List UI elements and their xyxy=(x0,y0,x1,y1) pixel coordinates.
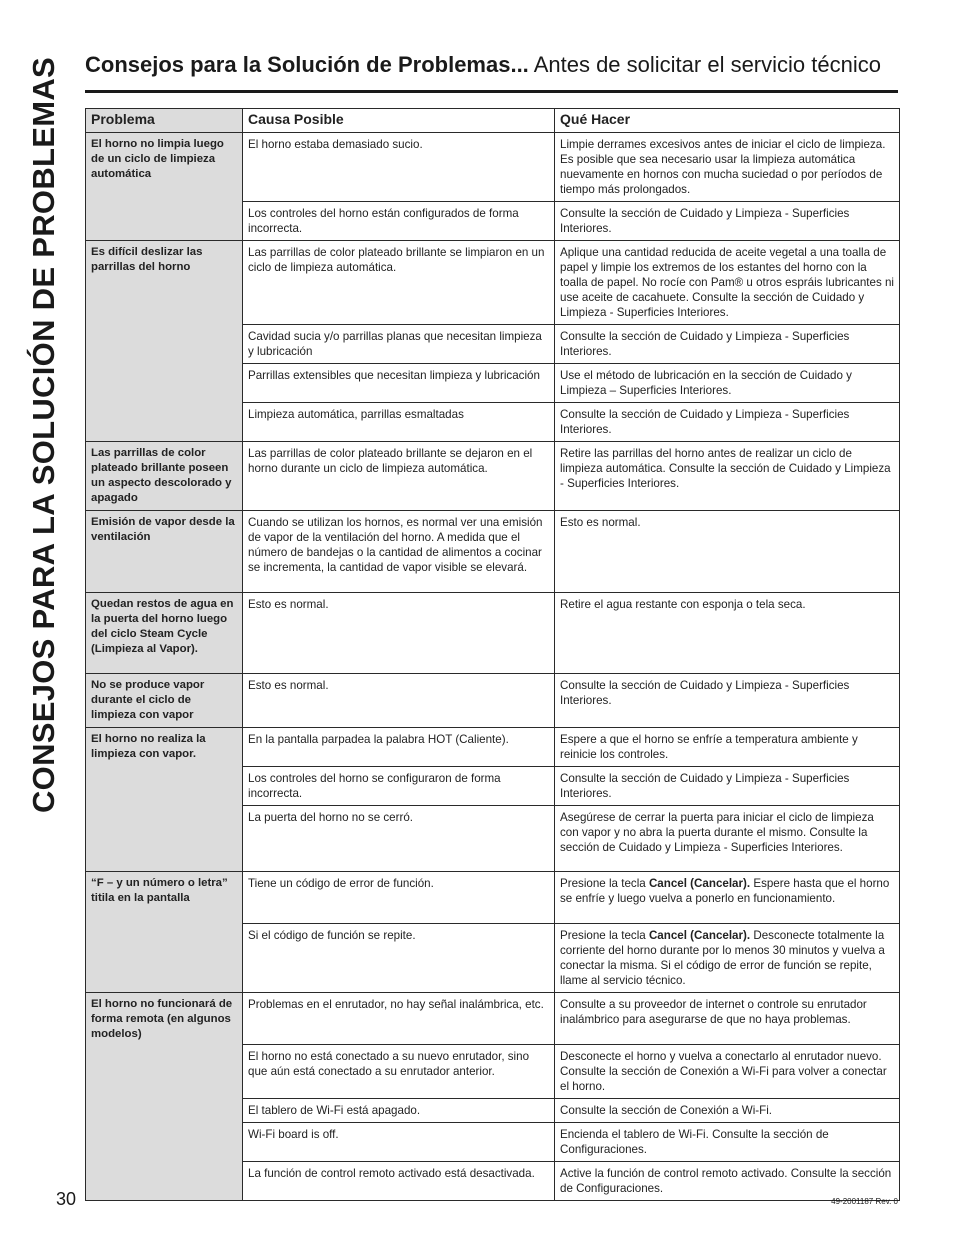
cancel-key-label: Cancel (Cancelar). xyxy=(648,877,751,890)
fix-cell: Consulte la sección de Cuidado y Limpieza - Superficies Interiores. xyxy=(555,325,900,364)
column-header-problem: Problema xyxy=(86,109,243,133)
cause-cell: Los controles del horno están configurados de forma incorrecta. xyxy=(243,202,555,241)
problem-cell: Emisión de vapor desde la ventilación xyxy=(86,511,243,593)
fix-cell: Encienda el tablero de Wi-Fi. Consulte la sección de Configuraciones. xyxy=(555,1123,900,1162)
fix-cell xyxy=(555,924,900,993)
cause-cell: Problemas en el enrutador, no hay señal inalámbrica, etc. xyxy=(243,993,555,1045)
table-header-row xyxy=(86,109,900,133)
table-row xyxy=(86,728,900,767)
cause-cell: En la pantalla parpadea la palabra HOT (Caliente). xyxy=(243,728,555,767)
fix-cell: Consulte la sección de Cuidado y Limpieza - Superficies Interiores. xyxy=(555,202,900,241)
fix-cell: Espere a que el horno se enfríe a temperatura ambiente y reinicie los controles. xyxy=(555,728,900,767)
table-row xyxy=(86,872,900,924)
page-header xyxy=(85,52,900,78)
cause-cell: Parrillas extensibles que necesitan limpieza y lubricación xyxy=(243,364,555,403)
troubleshooting-table xyxy=(85,108,900,1201)
document-reference: 49-2001187 Rev. 0 xyxy=(831,1197,898,1206)
fix-cell: Use el método de lubricación en la sección de Cuidado y Limpieza – Superficies Interiores. xyxy=(555,364,900,403)
fix-cell: Active la función de control remoto activado. Consulte la sección de Configuraciones. xyxy=(555,1162,900,1201)
fix-cell: Consulte la sección de Conexión a Wi-Fi. xyxy=(555,1099,900,1123)
problem-cell: No se produce vapor durante el ciclo de limpieza con vapor xyxy=(86,674,243,728)
page-title-regular: Antes de solicitar el servicio técnico xyxy=(528,52,881,77)
fix-cell: Limpie derrames excesivos antes de iniciar el ciclo de limpieza. Es posible que sea necesario usar la limpieza automática nuevamente en hornos con mucha suciedad o por períodos de tiempo más prolongados. xyxy=(555,133,900,202)
problem-cell: El horno no limpia luego de un ciclo de limpieza automática xyxy=(86,133,243,241)
table-row xyxy=(86,442,900,511)
problem-cell: Es difícil deslizar las parrillas del horno xyxy=(86,241,243,442)
problem-cell: Quedan restos de agua en la puerta del horno luego del ciclo Steam Cycle (Limpieza al Vapor). xyxy=(86,593,243,674)
header-divider xyxy=(85,90,898,93)
cause-cell: Wi-Fi board is off. xyxy=(243,1123,555,1162)
table-row xyxy=(86,993,900,1045)
cause-cell: Cuando se utilizan los hornos, es normal ver una emisión de vapor de la ventilación del horno. A medida que el número de bandejas o la cantidad de alimentos a cocinar se incrementa, la cantidad de vapor visible se elevará. xyxy=(243,511,555,593)
fix-cell: Retire las parrillas del horno antes de realizar un ciclo de limpieza automática. Consulte la sección de Cuidado y Limpieza - Superficies Interiores. xyxy=(555,442,900,511)
fix-cell: Retire el agua restante con esponja o tela seca. xyxy=(555,593,900,674)
cause-cell: La función de control remoto activado está desactivada. xyxy=(243,1162,555,1201)
cause-cell: Los controles del horno se configuraron de forma incorrecta. xyxy=(243,767,555,806)
cancel-key-label: Cancel (Cancelar). xyxy=(648,929,751,942)
problem-cell: El horno no realiza la limpieza con vapor. xyxy=(86,728,243,872)
fix-cell: Consulte a su proveedor de internet o controle su enrutador inalámbrico para asegurarse de que no haya problemas. xyxy=(555,993,900,1045)
cause-cell: Limpieza automática, parrillas esmaltadas xyxy=(243,403,555,442)
fix-text: Presione la tecla xyxy=(560,929,649,942)
fix-cell: Desconecte el horno y vuelva a conectarlo al enrutador nuevo. Consulte la sección de Conexión a Wi-Fi para volver a conectar el horno. xyxy=(555,1045,900,1099)
cause-cell: La puerta del horno no se cerró. xyxy=(243,806,555,872)
cause-cell: Las parrillas de color plateado brillante se dejaron en el horno durante un ciclo de limpieza automática. xyxy=(243,442,555,511)
column-header-cause: Causa Posible xyxy=(243,109,555,133)
fix-cell: Aplique una cantidad reducida de aceite vegetal a una toalla de papel y limpie los extremos de los estantes del horno con la toalla de papel. No rocíe con Pam® u otros espráis lubricantes ni use aceite de cacahuete. Consulte la sección de Cuidado y Limpieza - Superficies Interiores. xyxy=(555,241,900,325)
page-title-bold: Consejos para la Solución de Problemas... xyxy=(85,52,529,77)
page-number: 30 xyxy=(56,1189,77,1209)
cause-cell: Esto es normal. xyxy=(243,674,555,728)
fix-text: Espere hasta que el horno se enfríe y luego vuelva a ponerlo en funcionamiento. xyxy=(560,877,890,905)
table-row xyxy=(86,511,900,593)
table-row xyxy=(86,133,900,202)
cause-cell: El horno estaba demasiado sucio. xyxy=(243,133,555,202)
cause-cell: El horno no está conectado a su nuevo enrutador, sino que aún está conectado a su enrutador anterior. xyxy=(243,1045,555,1099)
table-row xyxy=(86,241,900,325)
column-header-fix: Qué Hacer xyxy=(555,109,900,133)
fix-cell: Asegúrese de cerrar la puerta para iniciar el ciclo de limpieza con vapor y no abra la puerta durante el mismo. Consulte la sección de Cuidado y Limpieza - Superficies Interiores. xyxy=(555,806,900,872)
fix-text: Desconecte totalmente la corriente del horno durante por lo menos 30 minutos y vuelva a conectar la misma. Si el código de error de función se repite, llame al servicio técnico. xyxy=(560,929,885,987)
cause-cell: Esto es normal. xyxy=(243,593,555,674)
problem-cell: El horno no funcionará de forma remota (en algunos modelos) xyxy=(86,993,243,1201)
table-row xyxy=(86,674,900,728)
problem-cell: Las parrillas de color plateado brillante poseen un aspecto descolorado y apagado xyxy=(86,442,243,511)
fix-text: Presione la tecla xyxy=(560,877,649,890)
fix-cell: Consulte la sección de Cuidado y Limpieza - Superficies Interiores. xyxy=(555,767,900,806)
fix-cell: Esto es normal. xyxy=(555,511,900,593)
problem-cell: “F – y un número o letra” titila en la pantalla xyxy=(86,872,243,993)
vertical-section-title-text: CONSEJOS PARA LA SOLUCIÓN DE PROBLEMAS xyxy=(26,56,62,814)
cause-cell: El tablero de Wi-Fi está apagado. xyxy=(243,1099,555,1123)
cause-cell: Las parrillas de color plateado brillante se limpiaron en un ciclo de limpieza automática. xyxy=(243,241,555,325)
fix-cell: Consulte la sección de Cuidado y Limpieza - Superficies Interiores. xyxy=(555,674,900,728)
fix-cell: Consulte la sección de Cuidado y Limpieza - Superficies Interiores. xyxy=(555,403,900,442)
cause-cell: Tiene un código de error de función. xyxy=(243,872,555,924)
cause-cell: Si el código de función se repite. xyxy=(243,924,555,993)
vertical-section-title xyxy=(26,50,62,820)
fix-cell xyxy=(555,872,900,924)
table-row xyxy=(86,593,900,674)
cause-cell: Cavidad sucia y/o parrillas planas que necesitan limpieza y lubricación xyxy=(243,325,555,364)
